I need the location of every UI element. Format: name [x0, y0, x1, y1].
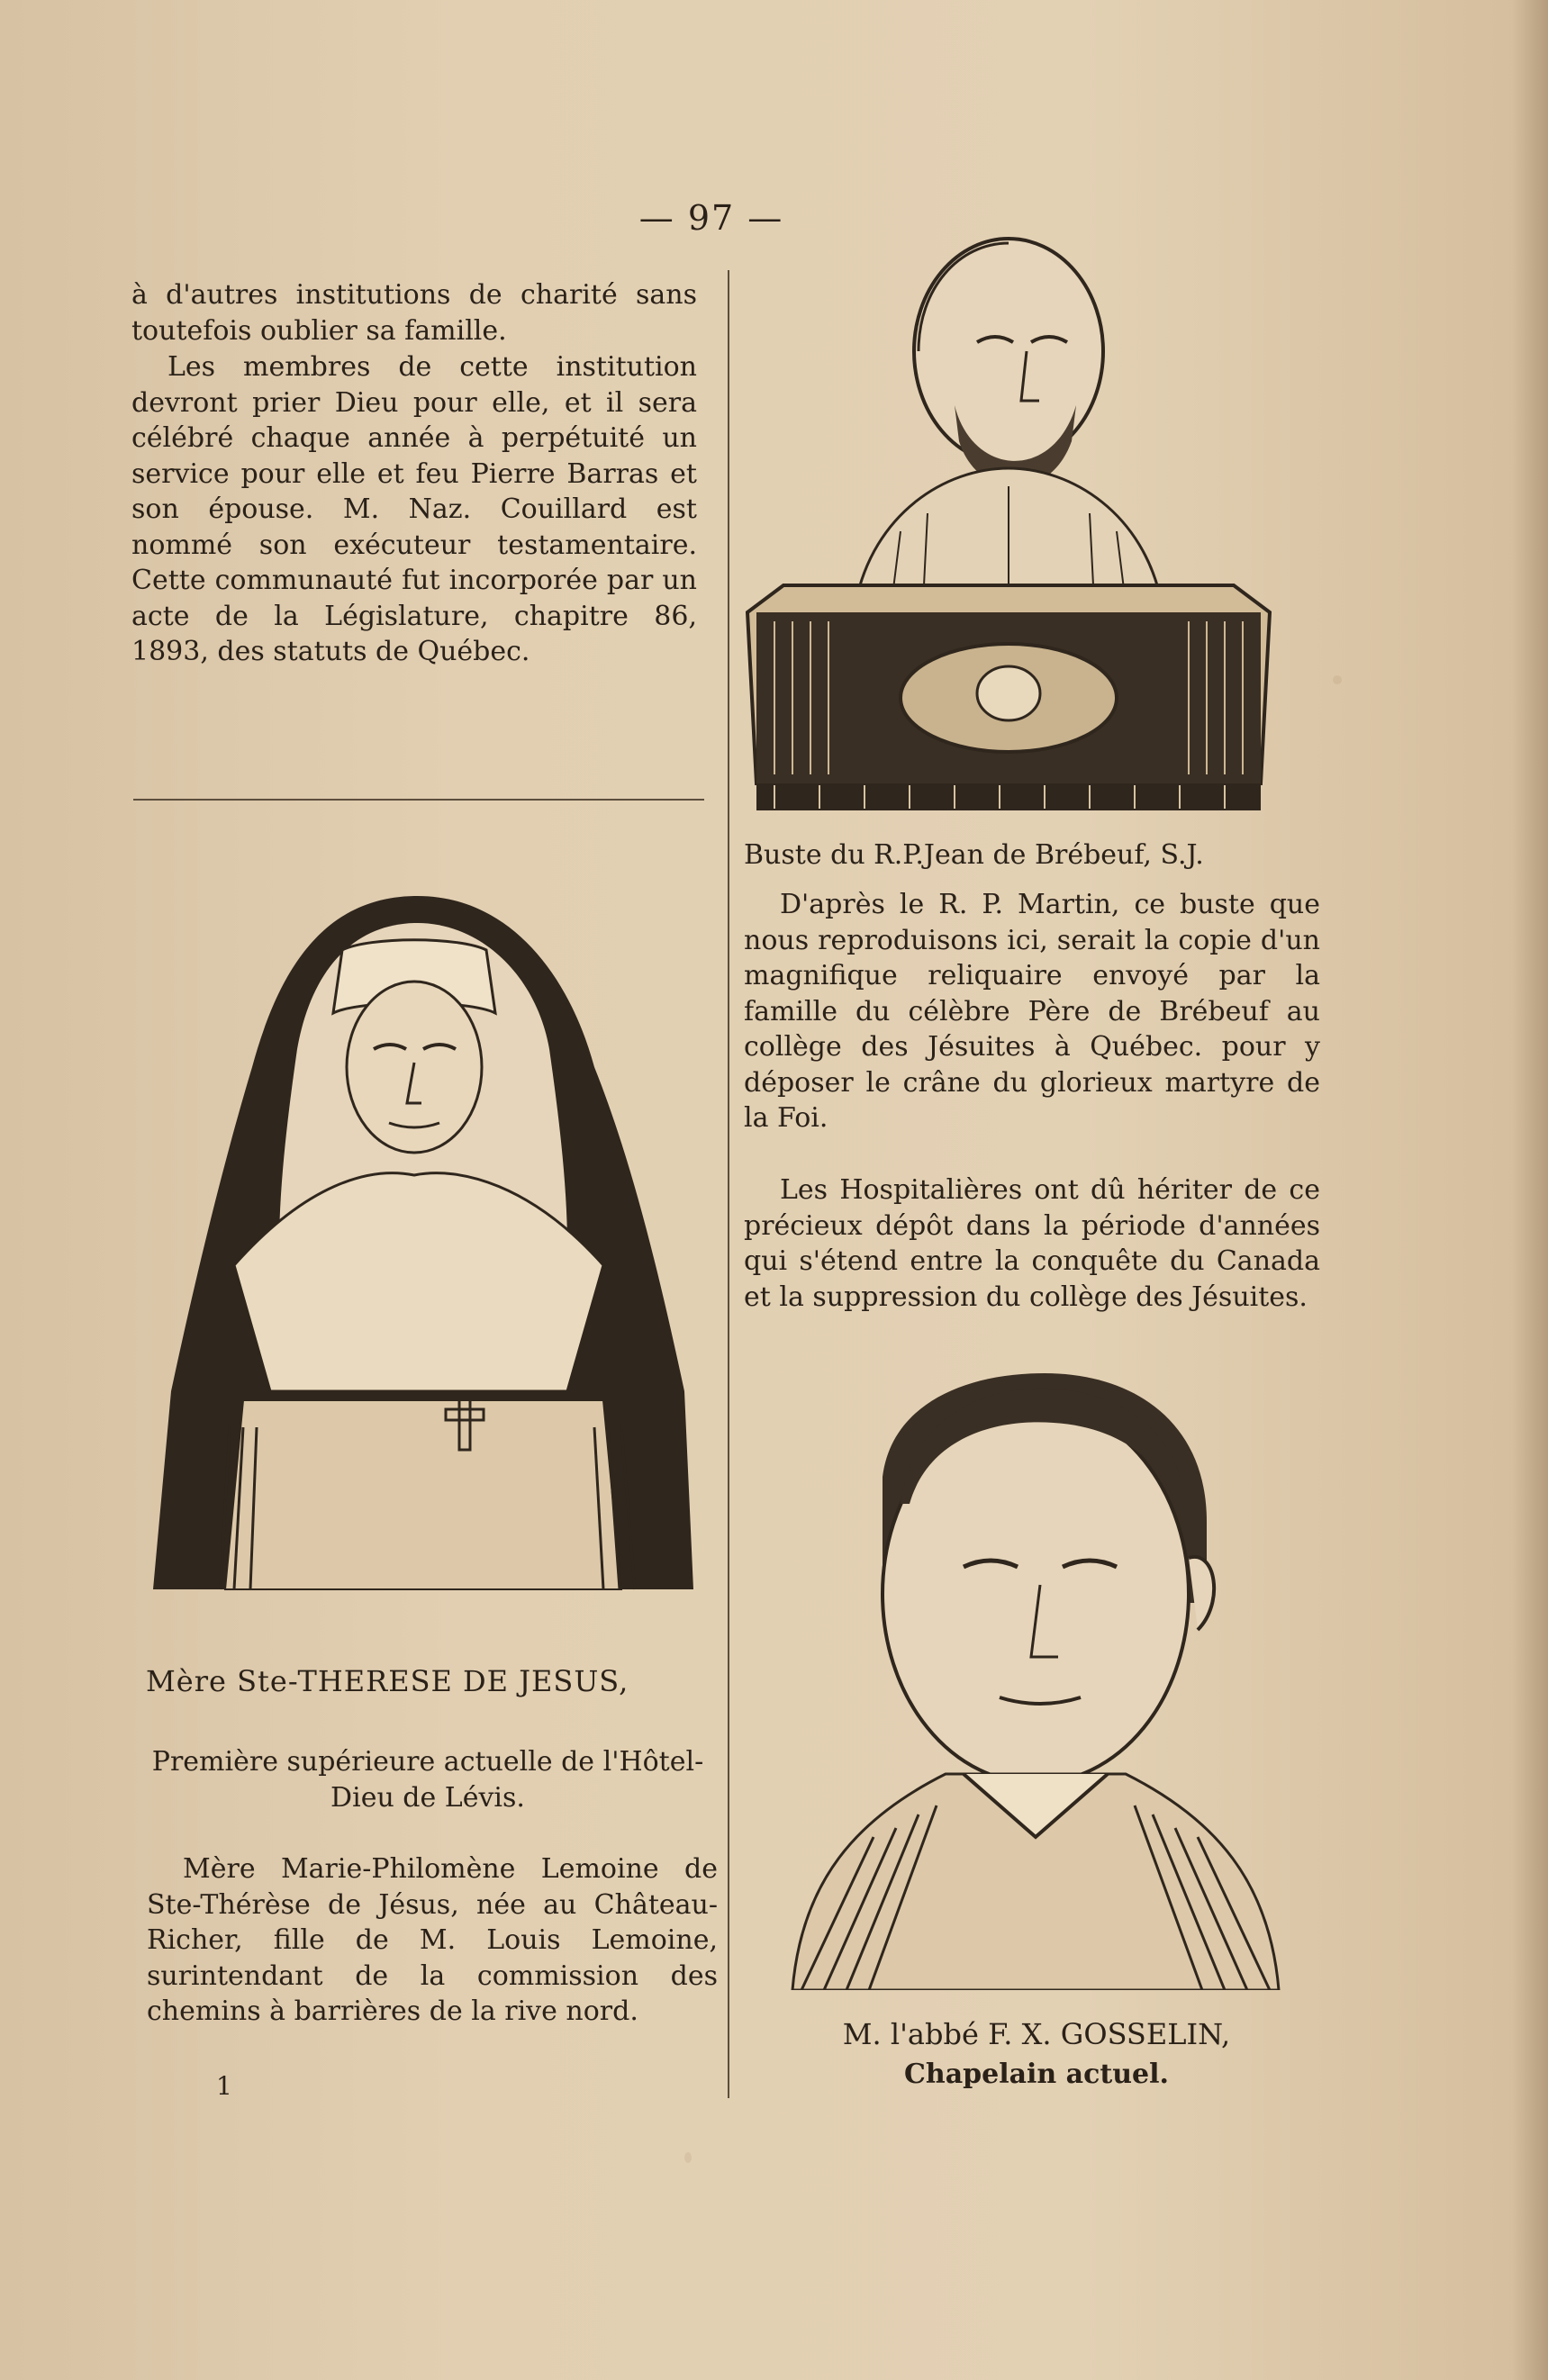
page-number: — 97 —	[638, 198, 784, 238]
bust-paragraph-1: D'après le R. P. Martin, ce buste que nous reproduisons ici, serait la copie d'un magnifique reliquaire envoyé par la famille du célèbre Père de Brébeuf au collège des Jésuites à Québec. pour y déposer le crâne du glorieux martyre de la Foi.	[744, 889, 1320, 1134]
gosselin-portrait-illustration	[783, 1369, 1288, 1990]
intro-paragraph-1: à d'autres institutions de charité sans toutefois oublier sa famille.	[131, 279, 697, 347]
bust-caption: Buste du R.P.Jean de Brébeuf, S.J.	[744, 839, 1204, 871]
footnote-mark: 1	[216, 2071, 232, 2101]
nun-portrait-illustration	[144, 887, 702, 1607]
intro-paragraph-2: Les membres de cette institution devront prier Dieu pour elle, et il sera célébré chaque année à perpétuité un service pour elle et feu Pierre Barras et son épouse. M. Naz. Couillard est nommé son exécuteur testamentaire. Cette communauté fut incorporée par un acte de la Législature, chapitre 86, 1893, des statuts de Québec.	[131, 351, 697, 667]
column-divider	[728, 270, 729, 2098]
bust-paragraph-2: Les Hospitalières ont dû hériter de ce précieux dépôt dans la période d'années qui s'étend entre la conquête du Canada et la suppression du collège des Jésuites.	[744, 1174, 1320, 1313]
bio-paragraph: Mère Marie-Philomène Lemoine de Ste-Thérèse de Jésus, née au Château-Richer, fille de M. Louis Lemoine, surintendant de la commission des chemins à barrières de la rive nord.	[147, 1853, 718, 2027]
priest-caption: M. l'abbé F. X. GOSSELIN,	[842, 2017, 1231, 2051]
page-edge-shadow	[1512, 0, 1548, 2380]
paper-spot	[684, 2152, 692, 2163]
brebeuf-bust-illustration	[738, 225, 1279, 837]
portrait-caption: Mère Ste-THERESE DE JESUS,	[146, 1664, 629, 1698]
paper-spot	[1333, 675, 1342, 684]
portrait-subcaption: Première supérieure actuelle de l'Hôtel-Dieu de Lévis.	[151, 1746, 704, 1814]
priest-subcaption: Chapelain actuel.	[904, 2059, 1169, 2090]
section-divider	[133, 799, 704, 801]
